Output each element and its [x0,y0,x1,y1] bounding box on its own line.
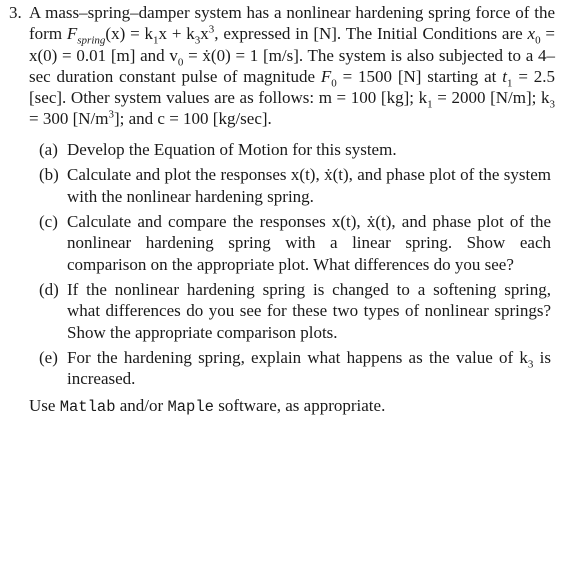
question-part-c [39,211,551,276]
part-text: Calculate and compare the responses x(t), ẋ(t), and phase plot of the nonlinear hardening spring with a linear spring. Show each comparison on the appropriate plot. What differences do you see? [67,211,551,274]
question-part-b [39,164,551,207]
problem-line-3: $x_0 = x(0) = 0.01$ [m] and $v_0$ = ẋ(0) = 1 [m/s]. The system is also subjected [29,24,556,68]
part-label: (d) [39,279,59,299]
part-text: If the nonlinear hardening spring is changed to a softening spring, what differences do you see for these two types of nonlinear springs? Show the appropriate comparison plots. [67,279,551,342]
question-parts-list [39,139,551,393]
part-text: Calculate and plot the responses x(t), ẋ(t), and phase plot of the system with the nonlinear hardening spring. [67,165,551,206]
problem-body [29,2,555,130]
problem-line-1: A mass–spring–damper system has a nonlinear hardening spring force of [29,3,530,22]
question-part-e [39,347,551,390]
problem-number: 3. [9,3,22,22]
problem-line-2: the form $F_{spring}(x) = k_1x + k_3x^3$, expressed in [N]. The Initial Conditions are [29,3,555,47]
problem-line-6: [N/m]; $k_3 = 300$ $[N/m^3]$; and c = 100 [kg/sec]. [29,88,555,129]
question-part-a [39,139,551,161]
problem-line-5: $t_1 = 2.5$ [sec]. Other system values are as follows: m = 100 [kg]; $k_1 = 2000$ [29,66,556,111]
part-label: (e) [39,347,58,367]
problem-line-4: to a 4–sec duration constant pulse of magnitude $F_0 = 1500$ [N] starting at [29,45,555,90]
matlab-label: Matlab [59,398,116,416]
part-text: For the hardening spring, explain what happens as the value of $k_3$ is increased. [67,347,551,388]
part-text: Develop the Equation of Motion for this system. [67,140,397,159]
maple-label: Maple [167,398,214,416]
problem-statement [9,2,555,130]
part-label: (c) [39,211,58,231]
part-label: (b) [39,165,59,184]
spring-force-equation: $(x) = k_1x + k_3x^3$ [105,23,215,47]
software-note: Use Matlab and/or Maple software, as appropriate. [29,396,386,416]
question-part-d [39,279,551,344]
part-label: (a) [39,140,58,159]
